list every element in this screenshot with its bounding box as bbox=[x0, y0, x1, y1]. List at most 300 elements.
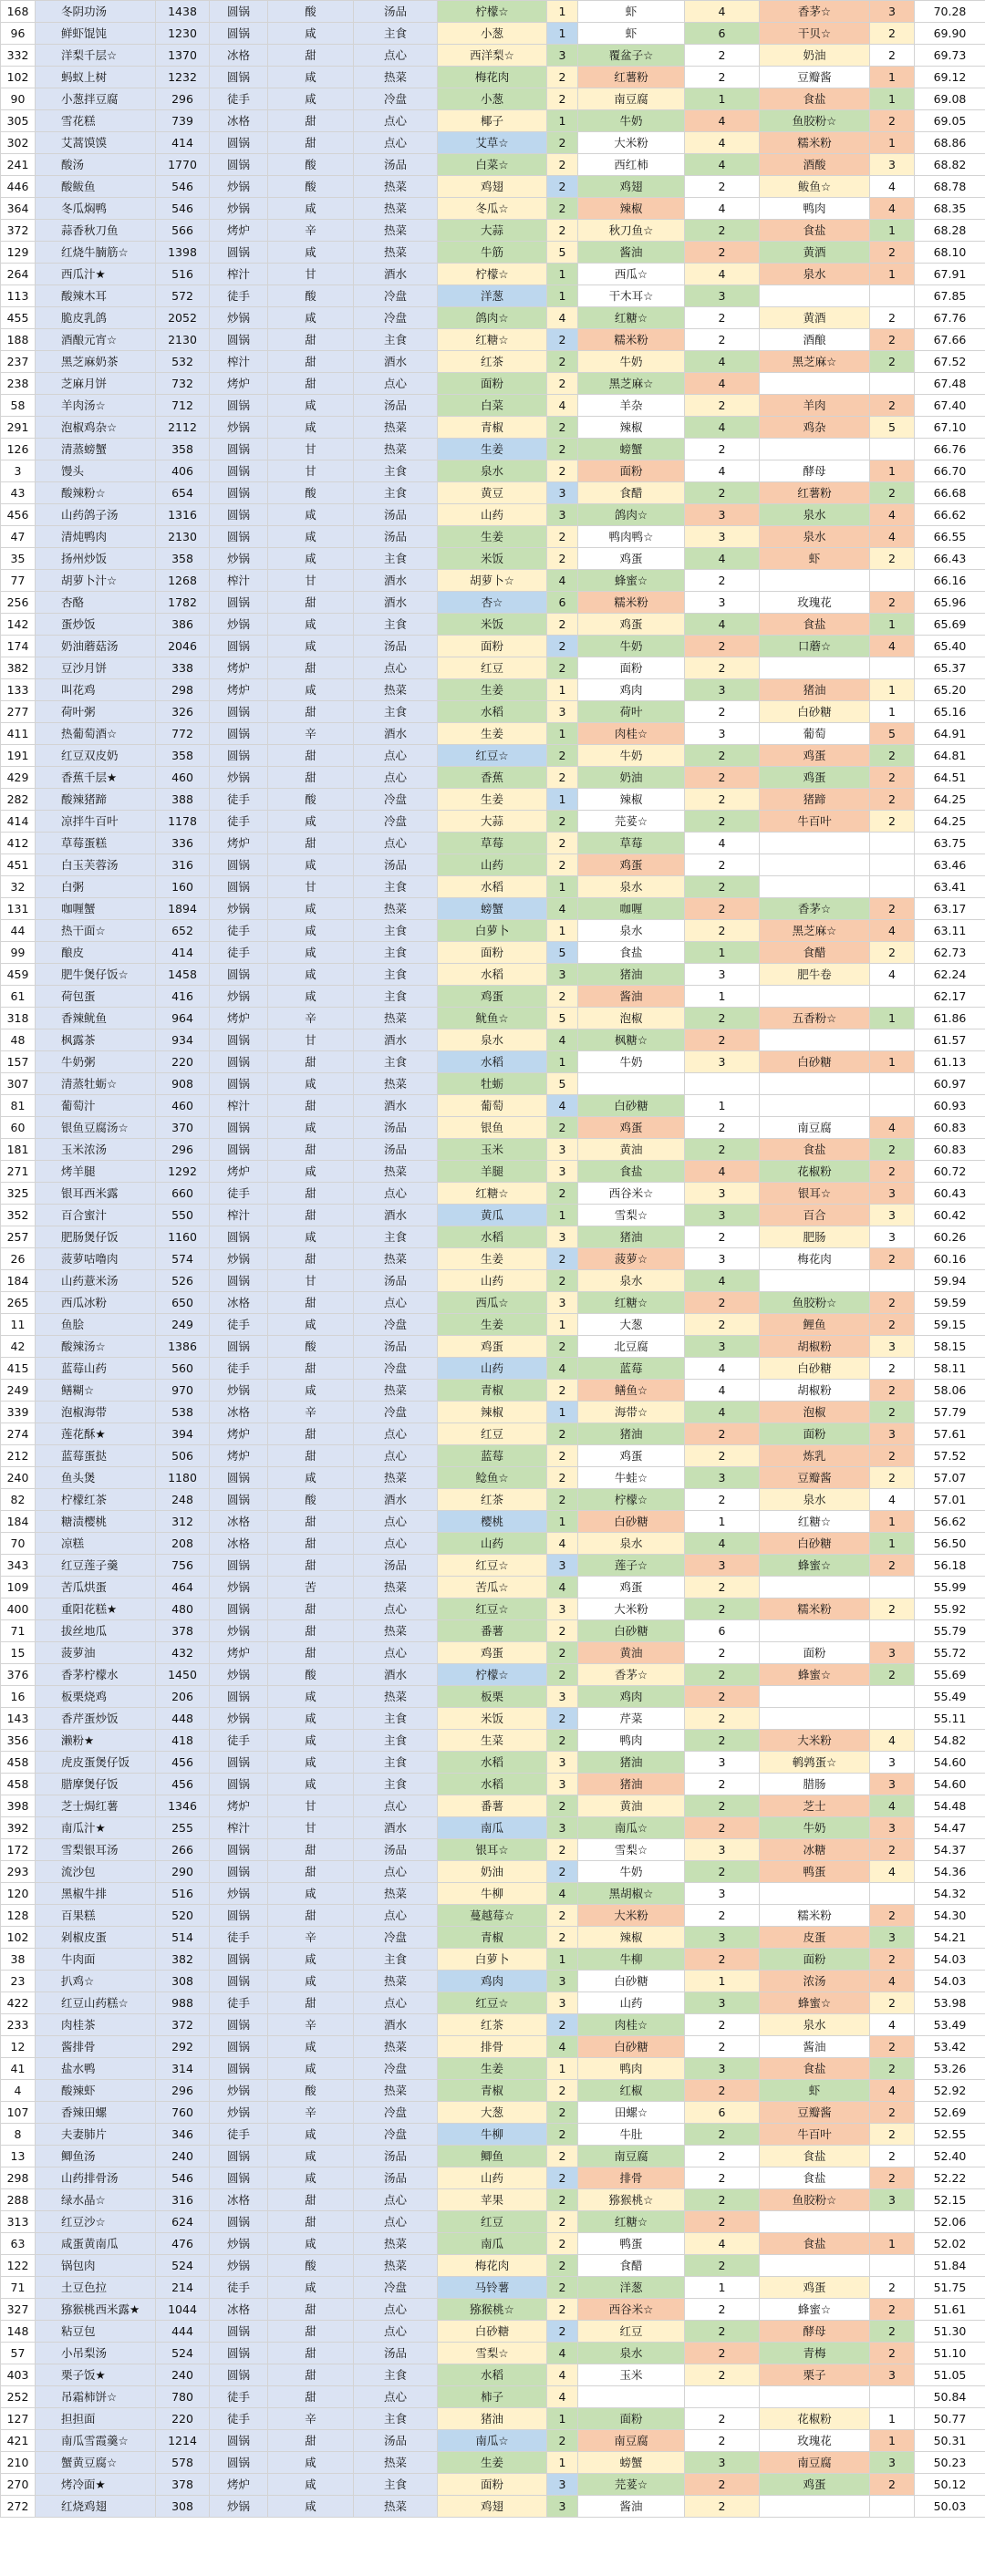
cell-ingredient-2[interactable]: 西谷米☆ bbox=[578, 2299, 685, 2321]
cell-recipe-name[interactable]: 玉米浓汤 bbox=[36, 1139, 156, 1161]
cell-ingredient-2[interactable]: 虾 bbox=[578, 23, 685, 45]
cell-category[interactable]: 酒水 bbox=[354, 1489, 438, 1511]
cell-price[interactable]: 308 bbox=[156, 2496, 210, 2518]
cell-qty-1[interactable]: 1 bbox=[547, 1051, 578, 1073]
cell-qty-2[interactable]: 2 bbox=[685, 439, 760, 460]
cell-ingredient-3[interactable] bbox=[760, 1708, 870, 1730]
cell-qty-2[interactable]: 3 bbox=[685, 2058, 760, 2080]
cell-category[interactable]: 热菜 bbox=[354, 2036, 438, 2058]
cell-recipe-name[interactable]: 牛奶粥 bbox=[36, 1051, 156, 1073]
cell-cookware[interactable]: 炒锅 bbox=[210, 2255, 268, 2277]
cell-category[interactable]: 热菜 bbox=[354, 220, 438, 242]
cell-score[interactable]: 67.91 bbox=[915, 264, 985, 285]
cell-category[interactable]: 酒水 bbox=[354, 351, 438, 373]
cell-recipe-name[interactable]: 馒头 bbox=[36, 460, 156, 482]
cell-category[interactable]: 酒水 bbox=[354, 1095, 438, 1117]
cell-flavor[interactable]: 咸 bbox=[268, 2124, 354, 2146]
cell-qty-2[interactable]: 2 bbox=[685, 67, 760, 88]
cell-score[interactable]: 60.72 bbox=[915, 1161, 985, 1183]
cell-qty-2[interactable]: 2 bbox=[685, 395, 760, 417]
cell-score[interactable]: 65.69 bbox=[915, 614, 985, 636]
table-row[interactable] bbox=[1, 1927, 985, 1949]
cell-recipe-name[interactable]: 红烧牛腩筋☆ bbox=[36, 242, 156, 264]
cell-flavor[interactable]: 辛 bbox=[268, 1927, 354, 1949]
cell-ingredient-3[interactable]: 酱油 bbox=[760, 2036, 870, 2058]
cell-category[interactable]: 汤品 bbox=[354, 1139, 438, 1161]
cell-ingredient-3[interactable]: 香茅☆ bbox=[760, 898, 870, 920]
cell-category[interactable]: 酒水 bbox=[354, 1029, 438, 1051]
cell-recipe-id[interactable]: 429 bbox=[1, 767, 36, 789]
cell-cookware[interactable]: 圆锅 bbox=[210, 1839, 268, 1861]
cell-ingredient-1[interactable]: 猪油 bbox=[438, 2408, 547, 2430]
cell-ingredient-3[interactable]: 银耳☆ bbox=[760, 1183, 870, 1205]
cell-ingredient-2[interactable]: 白砂糖 bbox=[578, 1620, 685, 1642]
cell-flavor[interactable]: 甜 bbox=[268, 1620, 354, 1642]
cell-cookware[interactable]: 炒锅 bbox=[210, 614, 268, 636]
cell-price[interactable]: 970 bbox=[156, 1380, 210, 1402]
cell-score[interactable]: 60.16 bbox=[915, 1248, 985, 1270]
cell-recipe-name[interactable]: 南瓜雪霞羹☆ bbox=[36, 2430, 156, 2452]
cell-ingredient-1[interactable]: 水稻 bbox=[438, 1051, 547, 1073]
cell-price[interactable]: 206 bbox=[156, 1686, 210, 1708]
cell-qty-3[interactable]: 1 bbox=[870, 1511, 915, 1533]
cell-ingredient-1[interactable]: 西瓜☆ bbox=[438, 1292, 547, 1314]
cell-score[interactable]: 54.03 bbox=[915, 1971, 985, 1992]
cell-flavor[interactable]: 甜 bbox=[268, 1992, 354, 2014]
cell-qty-2[interactable]: 3 bbox=[685, 1883, 760, 1905]
cell-qty-3[interactable]: 1 bbox=[870, 132, 915, 154]
cell-ingredient-3[interactable] bbox=[760, 570, 870, 592]
cell-recipe-name[interactable]: 白玉芙蓉汤 bbox=[36, 854, 156, 876]
cell-qty-1[interactable]: 5 bbox=[547, 1008, 578, 1029]
cell-recipe-name[interactable]: 清蒸牡蛎☆ bbox=[36, 1073, 156, 1095]
cell-recipe-id[interactable]: 71 bbox=[1, 1620, 36, 1642]
cell-ingredient-2[interactable]: 鸭肉 bbox=[578, 2058, 685, 2080]
cell-score[interactable]: 66.76 bbox=[915, 439, 985, 460]
cell-ingredient-1[interactable]: 梅花肉 bbox=[438, 2255, 547, 2277]
cell-score[interactable]: 66.68 bbox=[915, 482, 985, 504]
cell-qty-3[interactable]: 3 bbox=[870, 1927, 915, 1949]
cell-flavor[interactable]: 甘 bbox=[268, 439, 354, 460]
cell-cookware[interactable]: 圆锅 bbox=[210, 1226, 268, 1248]
cell-category[interactable]: 热菜 bbox=[354, 1971, 438, 1992]
cell-cookware[interactable]: 烤炉 bbox=[210, 1008, 268, 1029]
cell-ingredient-3[interactable]: 红薯粉 bbox=[760, 482, 870, 504]
cell-category[interactable]: 冷盘 bbox=[354, 2124, 438, 2146]
cell-recipe-name[interactable]: 扒鸡☆ bbox=[36, 1971, 156, 1992]
cell-score[interactable]: 51.61 bbox=[915, 2299, 985, 2321]
cell-qty-2[interactable]: 3 bbox=[685, 1051, 760, 1073]
cell-qty-3[interactable]: 2 bbox=[870, 329, 915, 351]
cell-recipe-id[interactable]: 240 bbox=[1, 1467, 36, 1489]
cell-recipe-name[interactable]: 肥牛煲仔饭☆ bbox=[36, 964, 156, 986]
cell-price[interactable]: 266 bbox=[156, 1839, 210, 1861]
table-row[interactable] bbox=[1, 1336, 985, 1358]
cell-ingredient-2[interactable]: 牛柳 bbox=[578, 1949, 685, 1971]
cell-price[interactable]: 1450 bbox=[156, 1664, 210, 1686]
cell-ingredient-2[interactable]: 芹菜 bbox=[578, 1708, 685, 1730]
cell-price[interactable]: 1232 bbox=[156, 67, 210, 88]
cell-cookware[interactable]: 徒手 bbox=[210, 1314, 268, 1336]
cell-qty-3[interactable]: 2 bbox=[870, 45, 915, 67]
cell-ingredient-2[interactable]: 雪梨☆ bbox=[578, 1205, 685, 1226]
cell-ingredient-2[interactable]: 辣椒 bbox=[578, 1927, 685, 1949]
cell-score[interactable]: 50.23 bbox=[915, 2452, 985, 2474]
cell-flavor[interactable]: 甘 bbox=[268, 1029, 354, 1051]
cell-qty-1[interactable]: 2 bbox=[547, 1248, 578, 1270]
cell-category[interactable]: 酒水 bbox=[354, 570, 438, 592]
cell-qty-1[interactable]: 2 bbox=[547, 986, 578, 1008]
cell-qty-3[interactable]: 1 bbox=[870, 1008, 915, 1029]
cell-qty-2[interactable]: 2 bbox=[685, 1008, 760, 1029]
cell-qty-1[interactable]: 2 bbox=[547, 2430, 578, 2452]
cell-ingredient-3[interactable] bbox=[760, 1095, 870, 1117]
cell-flavor[interactable]: 咸 bbox=[268, 198, 354, 220]
cell-price[interactable]: 506 bbox=[156, 1445, 210, 1467]
cell-score[interactable]: 65.37 bbox=[915, 657, 985, 679]
cell-qty-3[interactable]: 2 bbox=[870, 2277, 915, 2299]
cell-recipe-name[interactable]: 肉桂茶 bbox=[36, 2014, 156, 2036]
cell-qty-1[interactable]: 2 bbox=[547, 1117, 578, 1139]
cell-qty-1[interactable]: 2 bbox=[547, 1489, 578, 1511]
cell-ingredient-3[interactable]: 牛百叶 bbox=[760, 811, 870, 833]
cell-qty-2[interactable]: 1 bbox=[685, 1971, 760, 1992]
cell-price[interactable]: 546 bbox=[156, 2167, 210, 2189]
cell-flavor[interactable]: 咸 bbox=[268, 23, 354, 45]
cell-ingredient-1[interactable]: 苹果 bbox=[438, 2189, 547, 2211]
cell-ingredient-2[interactable]: 鸡肉 bbox=[578, 679, 685, 701]
cell-qty-2[interactable]: 3 bbox=[685, 504, 760, 526]
cell-category[interactable]: 热菜 bbox=[354, 1686, 438, 1708]
cell-ingredient-1[interactable]: 米饭 bbox=[438, 1708, 547, 1730]
cell-qty-2[interactable]: 4 bbox=[685, 417, 760, 439]
cell-category[interactable]: 点心 bbox=[354, 2211, 438, 2233]
cell-qty-3[interactable]: 2 bbox=[870, 2299, 915, 2321]
cell-ingredient-3[interactable]: 肥肠 bbox=[760, 1226, 870, 1248]
cell-flavor[interactable]: 咸 bbox=[268, 1730, 354, 1752]
cell-cookware[interactable]: 圆锅 bbox=[210, 2321, 268, 2343]
cell-price[interactable]: 2130 bbox=[156, 329, 210, 351]
cell-flavor[interactable]: 甜 bbox=[268, 701, 354, 723]
cell-recipe-id[interactable]: 128 bbox=[1, 1905, 36, 1927]
cell-score[interactable]: 60.93 bbox=[915, 1095, 985, 1117]
cell-qty-1[interactable]: 2 bbox=[547, 1905, 578, 1927]
cell-cookware[interactable]: 烤炉 bbox=[210, 1795, 268, 1817]
cell-score[interactable]: 59.94 bbox=[915, 1270, 985, 1292]
cell-category[interactable]: 热菜 bbox=[354, 2233, 438, 2255]
cell-recipe-name[interactable]: 香芹蛋炒饭 bbox=[36, 1708, 156, 1730]
cell-flavor[interactable]: 酸 bbox=[268, 1336, 354, 1358]
cell-flavor[interactable]: 咸 bbox=[268, 898, 354, 920]
cell-cookware[interactable]: 圆锅 bbox=[210, 439, 268, 460]
cell-qty-2[interactable]: 2 bbox=[685, 307, 760, 329]
cell-ingredient-1[interactable]: 牛柳 bbox=[438, 1883, 547, 1905]
cell-flavor[interactable]: 甜 bbox=[268, 132, 354, 154]
cell-category[interactable]: 主食 bbox=[354, 548, 438, 570]
cell-qty-3[interactable]: 3 bbox=[870, 1336, 915, 1358]
cell-qty-3[interactable]: 2 bbox=[870, 2474, 915, 2496]
cell-recipe-id[interactable]: 113 bbox=[1, 285, 36, 307]
cell-ingredient-2[interactable]: 牛奶 bbox=[578, 351, 685, 373]
cell-ingredient-2[interactable]: 山药 bbox=[578, 1992, 685, 2014]
cell-price[interactable]: 1386 bbox=[156, 1336, 210, 1358]
cell-recipe-id[interactable]: 392 bbox=[1, 1817, 36, 1839]
cell-ingredient-3[interactable] bbox=[760, 439, 870, 460]
cell-price[interactable]: 432 bbox=[156, 1642, 210, 1664]
cell-recipe-id[interactable]: 122 bbox=[1, 2255, 36, 2277]
cell-ingredient-3[interactable]: 腊肠 bbox=[760, 1774, 870, 1795]
table-row[interactable] bbox=[1, 23, 985, 45]
cell-ingredient-3[interactable]: 黑芝麻☆ bbox=[760, 920, 870, 942]
table-row[interactable] bbox=[1, 2036, 985, 2058]
cell-recipe-id[interactable]: 35 bbox=[1, 548, 36, 570]
cell-ingredient-2[interactable] bbox=[578, 2386, 685, 2408]
cell-flavor[interactable]: 甜 bbox=[268, 1248, 354, 1270]
cell-score[interactable]: 65.40 bbox=[915, 636, 985, 657]
cell-ingredient-2[interactable]: 黄油 bbox=[578, 1795, 685, 1817]
cell-ingredient-1[interactable]: 生姜 bbox=[438, 789, 547, 811]
cell-flavor[interactable]: 苦 bbox=[268, 1577, 354, 1598]
cell-qty-2[interactable]: 3 bbox=[685, 1183, 760, 1205]
cell-price[interactable]: 572 bbox=[156, 285, 210, 307]
cell-flavor[interactable]: 酸 bbox=[268, 2255, 354, 2277]
cell-ingredient-2[interactable]: 食盐 bbox=[578, 1161, 685, 1183]
cell-recipe-name[interactable]: 虎皮蛋煲仔饭 bbox=[36, 1752, 156, 1774]
table-row[interactable] bbox=[1, 2233, 985, 2255]
table-row[interactable] bbox=[1, 2452, 985, 2474]
table-row[interactable] bbox=[1, 2299, 985, 2321]
cell-recipe-id[interactable]: 237 bbox=[1, 351, 36, 373]
cell-recipe-id[interactable]: 181 bbox=[1, 1139, 36, 1161]
cell-flavor[interactable]: 咸 bbox=[268, 2277, 354, 2299]
cell-ingredient-1[interactable]: 雪梨☆ bbox=[438, 2343, 547, 2364]
cell-cookware[interactable]: 圆锅 bbox=[210, 592, 268, 614]
table-row[interactable] bbox=[1, 1029, 985, 1051]
cell-qty-1[interactable]: 1 bbox=[547, 679, 578, 701]
cell-recipe-name[interactable]: 土豆色拉 bbox=[36, 2277, 156, 2299]
cell-recipe-name[interactable]: 重阳花糕★ bbox=[36, 1598, 156, 1620]
cell-price[interactable]: 712 bbox=[156, 395, 210, 417]
cell-ingredient-1[interactable]: 水稻 bbox=[438, 876, 547, 898]
table-row[interactable] bbox=[1, 1117, 985, 1139]
cell-score[interactable]: 50.03 bbox=[915, 2496, 985, 2518]
cell-cookware[interactable]: 圆锅 bbox=[210, 329, 268, 351]
cell-qty-2[interactable]: 4 bbox=[685, 1533, 760, 1555]
cell-ingredient-1[interactable]: 水稻 bbox=[438, 964, 547, 986]
cell-flavor[interactable]: 咸 bbox=[268, 2474, 354, 2496]
table-row[interactable] bbox=[1, 1248, 985, 1270]
cell-ingredient-2[interactable]: 南瓜☆ bbox=[578, 1817, 685, 1839]
cell-flavor[interactable]: 甜 bbox=[268, 110, 354, 132]
cell-ingredient-1[interactable]: 面粉 bbox=[438, 636, 547, 657]
cell-recipe-name[interactable]: 银鱼豆腐汤☆ bbox=[36, 1117, 156, 1139]
cell-cookware[interactable]: 圆锅 bbox=[210, 854, 268, 876]
cell-qty-3[interactable]: 2 bbox=[870, 898, 915, 920]
cell-qty-2[interactable]: 2 bbox=[685, 811, 760, 833]
cell-ingredient-3[interactable]: 黄酒 bbox=[760, 242, 870, 264]
cell-qty-1[interactable]: 3 bbox=[547, 1817, 578, 1839]
cell-ingredient-1[interactable]: 鲫鱼 bbox=[438, 2146, 547, 2167]
cell-ingredient-2[interactable]: 肉桂☆ bbox=[578, 723, 685, 745]
cell-qty-3[interactable]: 2 bbox=[870, 1839, 915, 1861]
cell-flavor[interactable]: 辛 bbox=[268, 2102, 354, 2124]
cell-qty-2[interactable]: 2 bbox=[685, 1642, 760, 1664]
cell-qty-3[interactable]: 2 bbox=[870, 242, 915, 264]
table-row[interactable] bbox=[1, 176, 985, 198]
cell-qty-2[interactable]: 2 bbox=[685, 2321, 760, 2343]
cell-qty-1[interactable]: 2 bbox=[547, 88, 578, 110]
cell-cookware[interactable]: 徒手 bbox=[210, 2277, 268, 2299]
cell-price[interactable]: 934 bbox=[156, 1029, 210, 1051]
cell-qty-1[interactable]: 2 bbox=[547, 2167, 578, 2189]
cell-recipe-name[interactable]: 小吊梨汤 bbox=[36, 2343, 156, 2364]
cell-score[interactable]: 56.18 bbox=[915, 1555, 985, 1577]
cell-ingredient-2[interactable]: 白砂糖 bbox=[578, 1511, 685, 1533]
cell-recipe-id[interactable]: 61 bbox=[1, 986, 36, 1008]
cell-ingredient-1[interactable]: 南瓜 bbox=[438, 1817, 547, 1839]
cell-cookware[interactable]: 冰格 bbox=[210, 1511, 268, 1533]
cell-price[interactable]: 444 bbox=[156, 2321, 210, 2343]
cell-cookware[interactable]: 徒手 bbox=[210, 1927, 268, 1949]
cell-ingredient-2[interactable]: 柠檬☆ bbox=[578, 1489, 685, 1511]
cell-qty-2[interactable]: 4 bbox=[685, 351, 760, 373]
cell-qty-2[interactable]: 2 bbox=[685, 876, 760, 898]
cell-recipe-id[interactable]: 288 bbox=[1, 2189, 36, 2211]
cell-qty-3[interactable]: 2 bbox=[870, 2146, 915, 2167]
cell-flavor[interactable]: 甜 bbox=[268, 1511, 354, 1533]
cell-ingredient-2[interactable]: 南豆腐 bbox=[578, 88, 685, 110]
cell-recipe-id[interactable]: 81 bbox=[1, 1095, 36, 1117]
cell-qty-2[interactable]: 3 bbox=[685, 1467, 760, 1489]
cell-cookware[interactable]: 圆锅 bbox=[210, 1861, 268, 1883]
cell-flavor[interactable]: 酸 bbox=[268, 482, 354, 504]
cell-price[interactable]: 456 bbox=[156, 1774, 210, 1795]
table-row[interactable] bbox=[1, 1008, 985, 1029]
cell-recipe-id[interactable]: 271 bbox=[1, 1161, 36, 1183]
cell-ingredient-3[interactable]: 食盐 bbox=[760, 2233, 870, 2255]
cell-recipe-name[interactable]: 咖喱蟹 bbox=[36, 898, 156, 920]
cell-price[interactable]: 456 bbox=[156, 1752, 210, 1774]
cell-qty-3[interactable]: 4 bbox=[870, 176, 915, 198]
cell-price[interactable]: 546 bbox=[156, 198, 210, 220]
cell-ingredient-3[interactable]: 食盐 bbox=[760, 2058, 870, 2080]
cell-ingredient-1[interactable]: 鸡蛋 bbox=[438, 1642, 547, 1664]
cell-recipe-name[interactable]: 荷叶粥 bbox=[36, 701, 156, 723]
cell-cookware[interactable]: 烤炉 bbox=[210, 2474, 268, 2496]
cell-flavor[interactable]: 甜 bbox=[268, 351, 354, 373]
cell-ingredient-2[interactable]: 食醋 bbox=[578, 2255, 685, 2277]
cell-cookware[interactable]: 圆锅 bbox=[210, 242, 268, 264]
cell-price[interactable]: 249 bbox=[156, 1314, 210, 1336]
cell-qty-2[interactable]: 4 bbox=[685, 1358, 760, 1380]
cell-ingredient-2[interactable]: 酱油 bbox=[578, 986, 685, 1008]
cell-ingredient-3[interactable]: 鲤鱼 bbox=[760, 1314, 870, 1336]
table-row[interactable] bbox=[1, 154, 985, 176]
cell-qty-3[interactable]: 3 bbox=[870, 2452, 915, 2474]
cell-ingredient-3[interactable]: 牛百叶 bbox=[760, 2124, 870, 2146]
cell-qty-3[interactable]: 5 bbox=[870, 723, 915, 745]
cell-flavor[interactable]: 甘 bbox=[268, 1270, 354, 1292]
cell-qty-3[interactable]: 2 bbox=[870, 767, 915, 789]
cell-ingredient-3[interactable]: 白砂糖 bbox=[760, 1533, 870, 1555]
cell-qty-3[interactable]: 2 bbox=[870, 1161, 915, 1183]
cell-qty-1[interactable]: 2 bbox=[547, 1270, 578, 1292]
cell-score[interactable]: 58.06 bbox=[915, 1380, 985, 1402]
cell-category[interactable]: 冷盘 bbox=[354, 1314, 438, 1336]
cell-price[interactable]: 240 bbox=[156, 2146, 210, 2167]
cell-qty-2[interactable]: 2 bbox=[685, 745, 760, 767]
cell-category[interactable]: 酒水 bbox=[354, 1664, 438, 1686]
cell-cookware[interactable]: 圆锅 bbox=[210, 1139, 268, 1161]
cell-qty-3[interactable]: 3 bbox=[870, 1226, 915, 1248]
cell-cookware[interactable]: 圆锅 bbox=[210, 1051, 268, 1073]
cell-recipe-id[interactable]: 32 bbox=[1, 876, 36, 898]
cell-qty-2[interactable]: 4 bbox=[685, 1402, 760, 1423]
cell-qty-2[interactable]: 2 bbox=[685, 1795, 760, 1817]
cell-category[interactable]: 汤品 bbox=[354, 2430, 438, 2452]
cell-cookware[interactable]: 徒手 bbox=[210, 2386, 268, 2408]
cell-qty-3[interactable] bbox=[870, 2255, 915, 2277]
cell-ingredient-3[interactable]: 食盐 bbox=[760, 2167, 870, 2189]
cell-category[interactable]: 主食 bbox=[354, 482, 438, 504]
cell-qty-3[interactable]: 2 bbox=[870, 1314, 915, 1336]
cell-cookware[interactable]: 圆锅 bbox=[210, 2364, 268, 2386]
table-row[interactable] bbox=[1, 1467, 985, 1489]
cell-price[interactable]: 760 bbox=[156, 2102, 210, 2124]
cell-score[interactable]: 52.55 bbox=[915, 2124, 985, 2146]
cell-recipe-name[interactable]: 蓝莓蛋挞 bbox=[36, 1445, 156, 1467]
cell-qty-2[interactable]: 4 bbox=[685, 154, 760, 176]
cell-score[interactable]: 55.72 bbox=[915, 1642, 985, 1664]
cell-flavor[interactable]: 甘 bbox=[268, 1817, 354, 1839]
table-row[interactable] bbox=[1, 1752, 985, 1774]
cell-qty-2[interactable]: 3 bbox=[685, 1839, 760, 1861]
cell-recipe-name[interactable]: 黑芝麻奶茶 bbox=[36, 351, 156, 373]
cell-recipe-id[interactable]: 148 bbox=[1, 2321, 36, 2343]
cell-flavor[interactable]: 咸 bbox=[268, 1971, 354, 1992]
cell-ingredient-1[interactable]: 生姜 bbox=[438, 723, 547, 745]
cell-qty-2[interactable]: 3 bbox=[685, 964, 760, 986]
table-row[interactable] bbox=[1, 1095, 985, 1117]
cell-price[interactable]: 1458 bbox=[156, 964, 210, 986]
cell-ingredient-3[interactable]: 猪油 bbox=[760, 679, 870, 701]
cell-recipe-name[interactable]: 冬瓜焖鸭 bbox=[36, 198, 156, 220]
cell-ingredient-2[interactable]: 红糖☆ bbox=[578, 307, 685, 329]
cell-cookware[interactable]: 圆锅 bbox=[210, 23, 268, 45]
cell-score[interactable]: 50.12 bbox=[915, 2474, 985, 2496]
table-row[interactable] bbox=[1, 1555, 985, 1577]
cell-flavor[interactable]: 甘 bbox=[268, 876, 354, 898]
cell-qty-1[interactable]: 2 bbox=[547, 833, 578, 854]
cell-ingredient-3[interactable]: 鸡蛋 bbox=[760, 2474, 870, 2496]
cell-recipe-name[interactable]: 热葡萄酒☆ bbox=[36, 723, 156, 745]
table-row[interactable] bbox=[1, 592, 985, 614]
cell-cookware[interactable]: 圆锅 bbox=[210, 1117, 268, 1139]
table-row[interactable] bbox=[1, 1314, 985, 1336]
cell-score[interactable]: 63.46 bbox=[915, 854, 985, 876]
cell-flavor[interactable]: 咸 bbox=[268, 1708, 354, 1730]
cell-qty-3[interactable]: 2 bbox=[870, 1248, 915, 1270]
table-row[interactable] bbox=[1, 504, 985, 526]
cell-qty-3[interactable]: 2 bbox=[870, 1445, 915, 1467]
cell-ingredient-2[interactable]: 猪油 bbox=[578, 1226, 685, 1248]
cell-flavor[interactable]: 咸 bbox=[268, 1883, 354, 1905]
cell-qty-2[interactable]: 4 bbox=[685, 1161, 760, 1183]
cell-score[interactable]: 60.42 bbox=[915, 1205, 985, 1226]
cell-recipe-id[interactable]: 212 bbox=[1, 1445, 36, 1467]
cell-recipe-id[interactable]: 277 bbox=[1, 701, 36, 723]
cell-cookware[interactable]: 徒手 bbox=[210, 2124, 268, 2146]
